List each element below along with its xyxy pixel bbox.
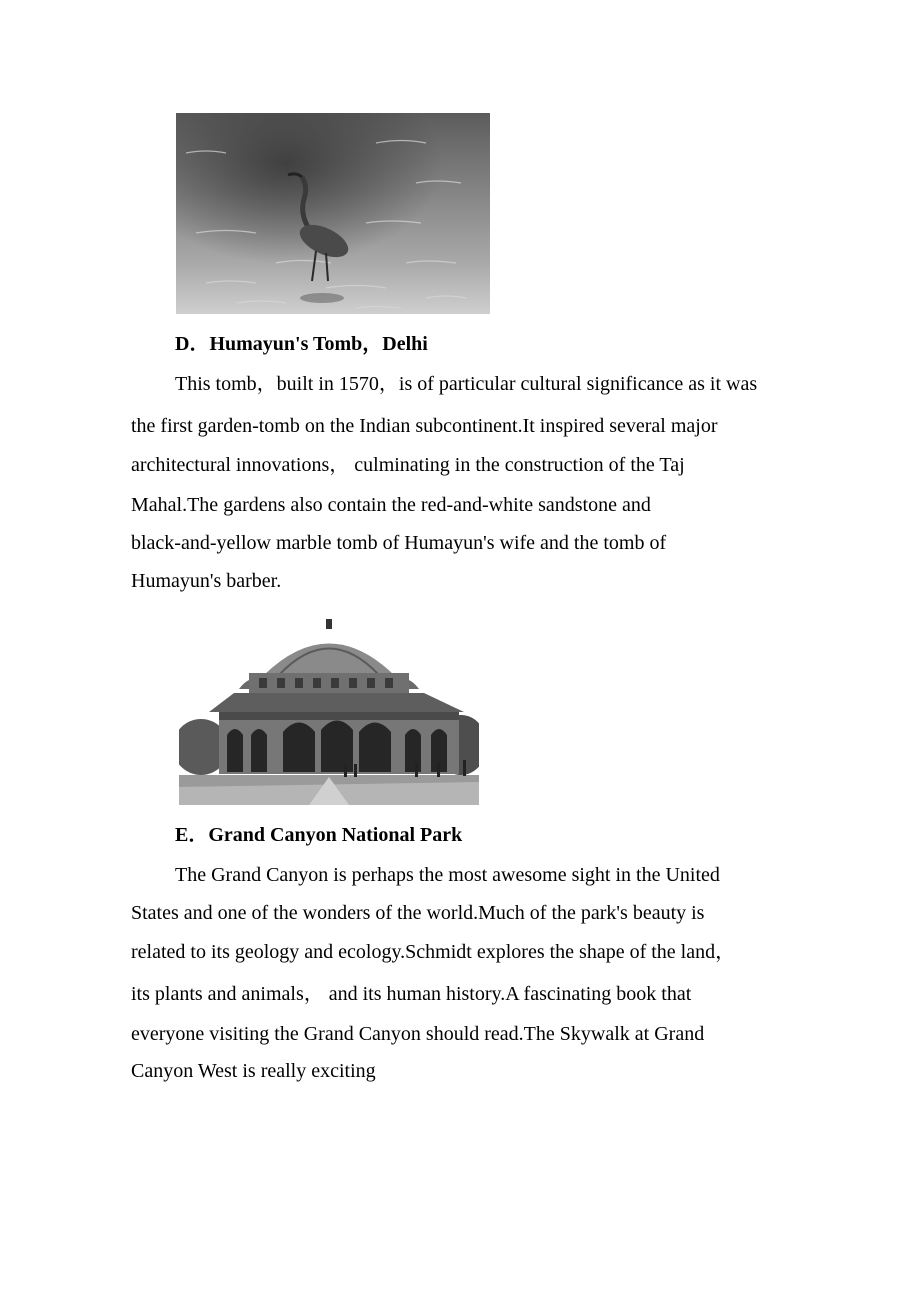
tomb-photo xyxy=(179,617,479,805)
section-e-line: The Grand Canyon is perhaps the most awesome sight in the United xyxy=(175,864,720,886)
section-d-line: Mahal.The gardens also contain the red-and-white sandstone and xyxy=(131,494,651,516)
heron-image xyxy=(176,113,490,314)
section-e-line: Canyon West is really exciting xyxy=(131,1060,376,1082)
section-e-line: its plants and animals， and its human history.A fascinating book that xyxy=(131,983,692,1005)
section-e-line: related to its geology and ecology.Schmidt explores the shape of the land， xyxy=(131,941,736,963)
tomb-image xyxy=(179,617,479,805)
section-d-paragraph xyxy=(131,372,811,604)
section-d-line: the first garden-tomb on the Indian subcontinent.It inspired several major xyxy=(131,415,718,437)
section-e-heading: E．Grand Canyon National Park xyxy=(175,824,463,846)
section-d-heading: D．Humayun's Tomb，Delhi xyxy=(175,333,428,355)
section-d-line: architectural innovations， culminating in the construction of the Taj xyxy=(131,454,685,476)
section-d-line: This tomb，built in 1570，is of particular cultural significance as it was xyxy=(175,373,758,395)
section-e-paragraph xyxy=(131,863,811,1095)
section-e-line: everyone visiting the Grand Canyon should read.The Skywalk at Grand xyxy=(131,1023,705,1045)
section-d-line: black-and-yellow marble tomb of Humayun's wife and the tomb of xyxy=(131,532,667,554)
section-d-line: Humayun's barber. xyxy=(131,570,282,592)
section-e-line: States and one of the wonders of the world.Much of the park's beauty is xyxy=(131,902,705,924)
heron-photo xyxy=(176,113,490,314)
